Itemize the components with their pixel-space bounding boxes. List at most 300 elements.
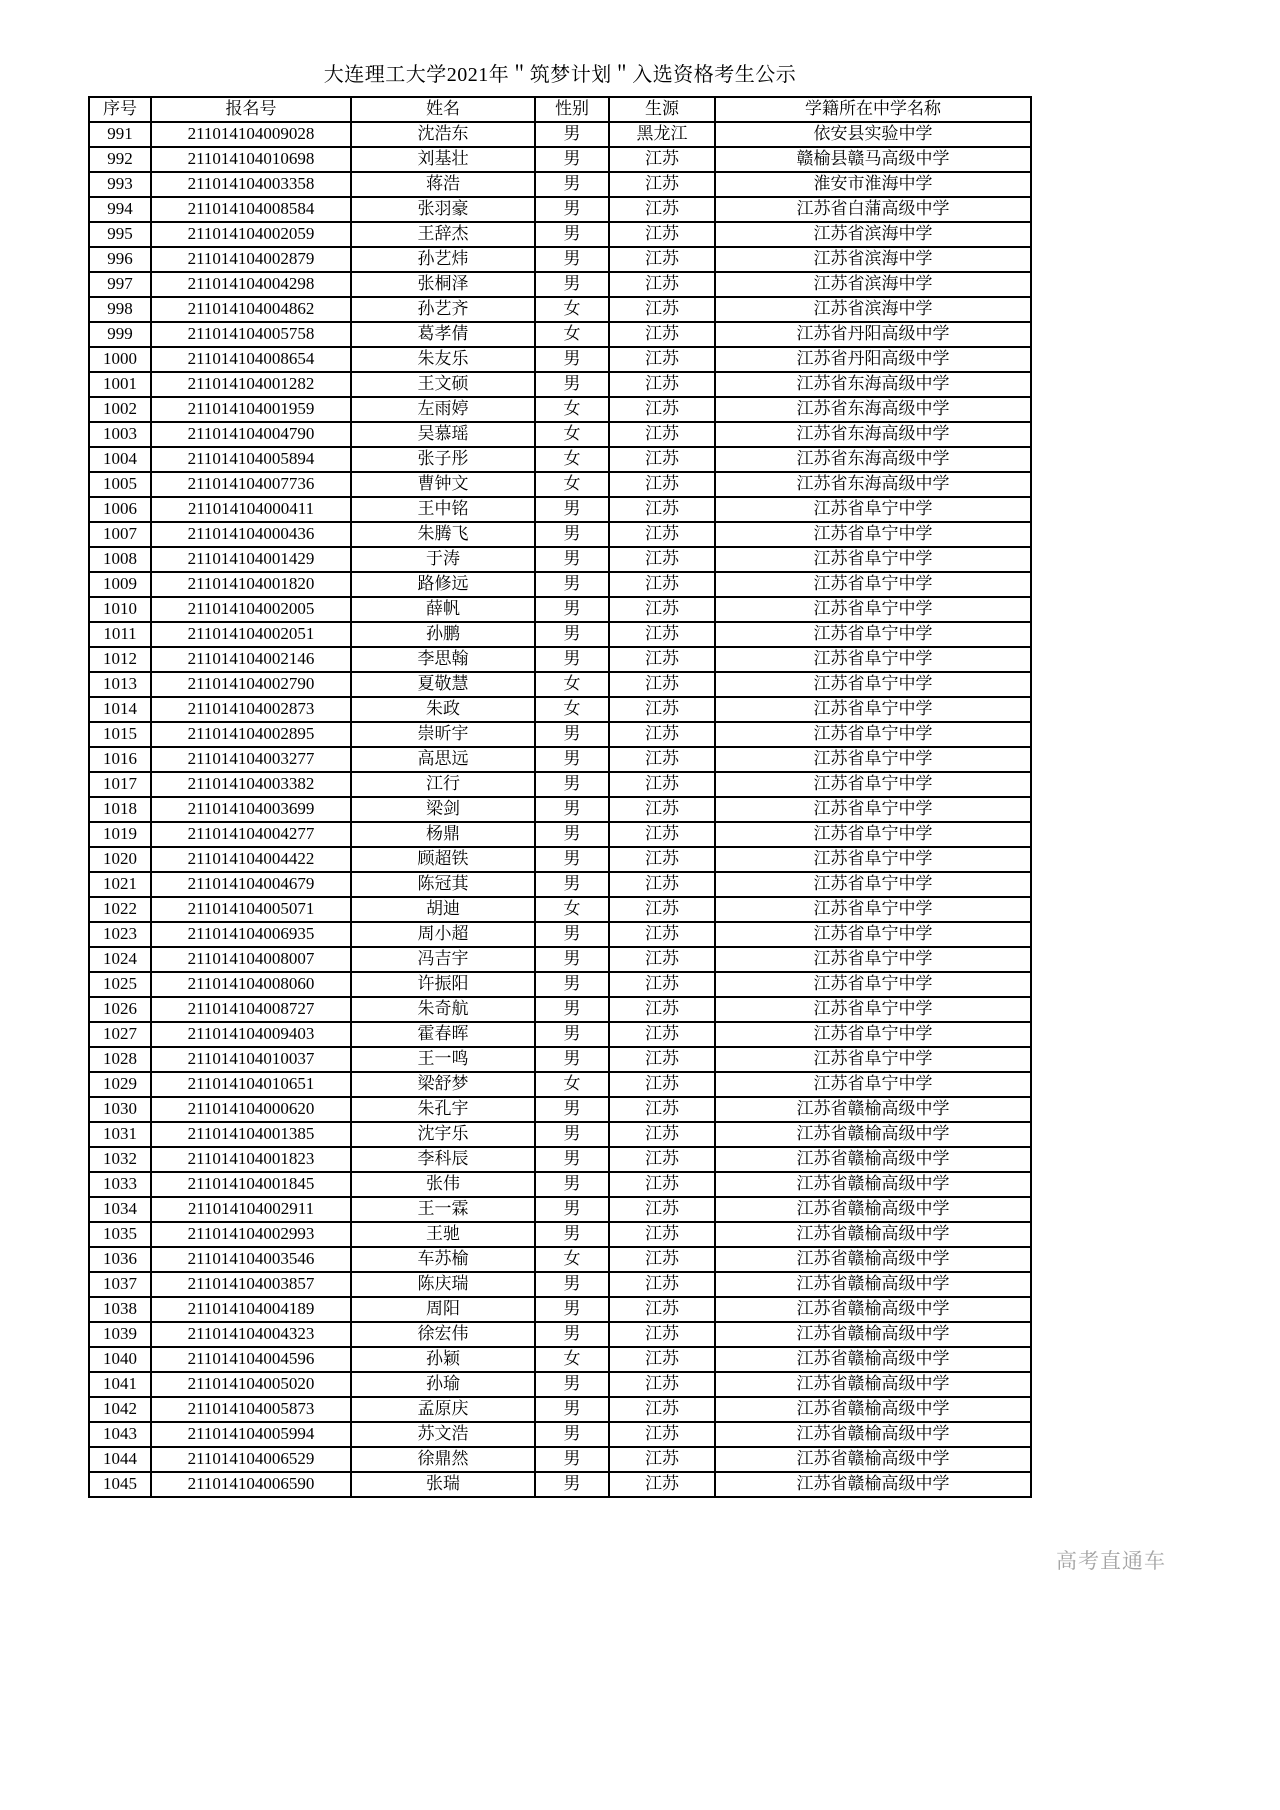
cell-gender: 男 xyxy=(535,147,609,172)
cell-school: 江苏省阜宁中学 xyxy=(715,947,1031,972)
cell-school: 江苏省阜宁中学 xyxy=(715,747,1031,772)
cell-index: 1034 xyxy=(89,1197,151,1222)
table-row xyxy=(89,447,1031,472)
cell-origin: 江苏 xyxy=(609,1447,715,1472)
table-row xyxy=(89,222,1031,247)
cell-registration-number: 211014104005873 xyxy=(151,1397,351,1422)
cell-index: 1039 xyxy=(89,1322,151,1347)
cell-gender: 男 xyxy=(535,1047,609,1072)
cell-registration-number: 211014104003546 xyxy=(151,1247,351,1272)
cell-registration-number: 211014104000411 xyxy=(151,497,351,522)
cell-name: 徐宏伟 xyxy=(351,1322,535,1347)
cell-gender: 男 xyxy=(535,1022,609,1047)
table-row xyxy=(89,872,1031,897)
cell-registration-number: 211014104008727 xyxy=(151,997,351,1022)
cell-gender: 女 xyxy=(535,1347,609,1372)
cell-school: 江苏省赣榆高级中学 xyxy=(715,1347,1031,1372)
cell-origin: 江苏 xyxy=(609,797,715,822)
cell-index: 1014 xyxy=(89,697,151,722)
cell-index: 1026 xyxy=(89,997,151,1022)
cell-registration-number: 211014104005020 xyxy=(151,1372,351,1397)
cell-gender: 男 xyxy=(535,1097,609,1122)
cell-name: 孙颖 xyxy=(351,1347,535,1372)
page-title: 大连理工大学2021年＂筑梦计划＂入选资格考生公示 xyxy=(323,64,797,86)
cell-name: 朱腾飞 xyxy=(351,522,535,547)
cell-name: 孙艺齐 xyxy=(351,297,535,322)
cell-registration-number: 211014104008654 xyxy=(151,347,351,372)
cell-registration-number: 211014104007736 xyxy=(151,472,351,497)
cell-origin: 江苏 xyxy=(609,1022,715,1047)
table-row xyxy=(89,997,1031,1022)
cell-school: 江苏省阜宁中学 xyxy=(715,847,1031,872)
cell-origin: 江苏 xyxy=(609,472,715,497)
cell-index: 1044 xyxy=(89,1447,151,1472)
cell-index: 1031 xyxy=(89,1122,151,1147)
cell-gender: 男 xyxy=(535,872,609,897)
cell-registration-number: 211014104005758 xyxy=(151,322,351,347)
cell-index: 1025 xyxy=(89,972,151,997)
table-header xyxy=(89,97,1031,122)
cell-registration-number: 211014104002790 xyxy=(151,672,351,697)
cell-school: 江苏省东海高级中学 xyxy=(715,397,1031,422)
table-row xyxy=(89,597,1031,622)
cell-school: 江苏省赣榆高级中学 xyxy=(715,1372,1031,1397)
cell-name: 张桐泽 xyxy=(351,272,535,297)
cell-school: 江苏省阜宁中学 xyxy=(715,897,1031,922)
cell-registration-number: 211014104002993 xyxy=(151,1222,351,1247)
cell-registration-number: 211014104009403 xyxy=(151,1022,351,1047)
cell-name: 苏文浩 xyxy=(351,1422,535,1447)
cell-index: 1000 xyxy=(89,347,151,372)
cell-registration-number: 211014104001385 xyxy=(151,1122,351,1147)
table-row xyxy=(89,172,1031,197)
table-row xyxy=(89,1397,1031,1422)
cell-registration-number: 211014104006590 xyxy=(151,1472,351,1497)
cell-school: 赣榆县赣马高级中学 xyxy=(715,147,1031,172)
cell-name: 江行 xyxy=(351,772,535,797)
cell-school: 江苏省阜宁中学 xyxy=(715,1047,1031,1072)
cell-origin: 江苏 xyxy=(609,947,715,972)
cell-origin: 江苏 xyxy=(609,722,715,747)
cell-registration-number: 211014104004790 xyxy=(151,422,351,447)
cell-registration-number: 211014104004422 xyxy=(151,847,351,872)
cell-school: 江苏省赣榆高级中学 xyxy=(715,1247,1031,1272)
cell-registration-number: 211014104009028 xyxy=(151,122,351,147)
cell-index: 1020 xyxy=(89,847,151,872)
cell-school: 江苏省赣榆高级中学 xyxy=(715,1222,1031,1247)
cell-registration-number: 211014104006529 xyxy=(151,1447,351,1472)
cell-origin: 江苏 xyxy=(609,897,715,922)
cell-name: 王文硕 xyxy=(351,372,535,397)
cell-origin: 江苏 xyxy=(609,222,715,247)
cell-name: 杨鼎 xyxy=(351,822,535,847)
cell-gender: 男 xyxy=(535,622,609,647)
cell-index: 996 xyxy=(89,247,151,272)
cell-gender: 男 xyxy=(535,1297,609,1322)
cell-name: 吴慕瑶 xyxy=(351,422,535,447)
cell-name: 张瑞 xyxy=(351,1472,535,1497)
cell-index: 1005 xyxy=(89,472,151,497)
cell-registration-number: 211014104004596 xyxy=(151,1347,351,1372)
cell-gender: 男 xyxy=(535,797,609,822)
header-row xyxy=(89,97,1031,122)
cell-gender: 男 xyxy=(535,197,609,222)
cell-registration-number: 211014104002879 xyxy=(151,247,351,272)
table-row xyxy=(89,1272,1031,1297)
cell-index: 1024 xyxy=(89,947,151,972)
cell-gender: 男 xyxy=(535,1222,609,1247)
table-row xyxy=(89,1322,1031,1347)
cell-index: 1021 xyxy=(89,872,151,897)
cell-index: 1027 xyxy=(89,1022,151,1047)
cell-gender: 男 xyxy=(535,122,609,147)
cell-name: 葛孝倩 xyxy=(351,322,535,347)
table-row xyxy=(89,1347,1031,1372)
cell-name: 张羽豪 xyxy=(351,197,535,222)
table-row xyxy=(89,547,1031,572)
cell-gender: 女 xyxy=(535,697,609,722)
cell-gender: 男 xyxy=(535,1122,609,1147)
cell-origin: 江苏 xyxy=(609,1297,715,1322)
cell-school: 江苏省阜宁中学 xyxy=(715,797,1031,822)
cell-index: 1040 xyxy=(89,1347,151,1372)
cell-index: 998 xyxy=(89,297,151,322)
cell-origin: 江苏 xyxy=(609,1422,715,1447)
cell-registration-number: 211014104003857 xyxy=(151,1272,351,1297)
cell-name: 霍春晖 xyxy=(351,1022,535,1047)
cell-origin: 江苏 xyxy=(609,197,715,222)
cell-school: 江苏省阜宁中学 xyxy=(715,1022,1031,1047)
table-row xyxy=(89,522,1031,547)
cell-school: 江苏省赣榆高级中学 xyxy=(715,1472,1031,1497)
cell-name: 沈宇乐 xyxy=(351,1122,535,1147)
cell-origin: 江苏 xyxy=(609,1172,715,1197)
cell-gender: 男 xyxy=(535,1172,609,1197)
table-row xyxy=(89,622,1031,647)
cell-name: 沈浩东 xyxy=(351,122,535,147)
table-row xyxy=(89,372,1031,397)
column-header: 报名号 xyxy=(151,97,351,122)
cell-gender: 女 xyxy=(535,897,609,922)
cell-name: 崇昕宇 xyxy=(351,722,535,747)
column-header: 序号 xyxy=(89,97,151,122)
cell-registration-number: 211014104008007 xyxy=(151,947,351,972)
table-row xyxy=(89,147,1031,172)
cell-gender: 男 xyxy=(535,822,609,847)
cell-school: 江苏省阜宁中学 xyxy=(715,672,1031,697)
table-row xyxy=(89,897,1031,922)
table-row xyxy=(89,322,1031,347)
cell-school: 江苏省阜宁中学 xyxy=(715,997,1031,1022)
cell-registration-number: 211014104010698 xyxy=(151,147,351,172)
cell-school: 江苏省阜宁中学 xyxy=(715,922,1031,947)
cell-gender: 男 xyxy=(535,847,609,872)
cell-registration-number: 211014104003358 xyxy=(151,172,351,197)
cell-index: 997 xyxy=(89,272,151,297)
cell-index: 1037 xyxy=(89,1272,151,1297)
cell-gender: 男 xyxy=(535,1197,609,1222)
cell-name: 张伟 xyxy=(351,1172,535,1197)
column-header: 性别 xyxy=(535,97,609,122)
cell-school: 江苏省赣榆高级中学 xyxy=(715,1397,1031,1422)
table-row xyxy=(89,1447,1031,1472)
cell-registration-number: 211014104010651 xyxy=(151,1072,351,1097)
cell-origin: 江苏 xyxy=(609,622,715,647)
cell-name: 王驰 xyxy=(351,1222,535,1247)
cell-index: 1004 xyxy=(89,447,151,472)
cell-gender: 男 xyxy=(535,247,609,272)
cell-gender: 男 xyxy=(535,1272,609,1297)
cell-origin: 江苏 xyxy=(609,772,715,797)
table-row xyxy=(89,297,1031,322)
cell-school: 江苏省赣榆高级中学 xyxy=(715,1297,1031,1322)
column-header: 姓名 xyxy=(351,97,535,122)
cell-gender: 男 xyxy=(535,1472,609,1497)
cell-school: 淮安市淮海中学 xyxy=(715,172,1031,197)
table-row xyxy=(89,847,1031,872)
cell-origin: 江苏 xyxy=(609,1147,715,1172)
table-row xyxy=(89,1197,1031,1222)
cell-registration-number: 211014104008060 xyxy=(151,972,351,997)
cell-gender: 男 xyxy=(535,597,609,622)
cell-gender: 男 xyxy=(535,1397,609,1422)
cell-school: 江苏省阜宁中学 xyxy=(715,522,1031,547)
cell-school: 江苏省东海高级中学 xyxy=(715,447,1031,472)
table-row xyxy=(89,1247,1031,1272)
cell-registration-number: 211014104005994 xyxy=(151,1422,351,1447)
table-row xyxy=(89,1472,1031,1497)
cell-gender: 男 xyxy=(535,272,609,297)
cell-school: 江苏省阜宁中学 xyxy=(715,547,1031,572)
cell-registration-number: 211014104003699 xyxy=(151,797,351,822)
cell-name: 许振阳 xyxy=(351,972,535,997)
cell-school: 江苏省滨海中学 xyxy=(715,272,1031,297)
cell-index: 994 xyxy=(89,197,151,222)
cell-registration-number: 211014104000620 xyxy=(151,1097,351,1122)
cell-registration-number: 211014104002873 xyxy=(151,697,351,722)
cell-origin: 江苏 xyxy=(609,872,715,897)
cell-gender: 男 xyxy=(535,972,609,997)
cell-origin: 江苏 xyxy=(609,922,715,947)
cell-origin: 江苏 xyxy=(609,1397,715,1422)
cell-school: 江苏省赣榆高级中学 xyxy=(715,1097,1031,1122)
cell-origin: 江苏 xyxy=(609,1247,715,1272)
cell-origin: 江苏 xyxy=(609,972,715,997)
cell-name: 于涛 xyxy=(351,547,535,572)
cell-index: 995 xyxy=(89,222,151,247)
cell-registration-number: 211014104004189 xyxy=(151,1297,351,1322)
cell-gender: 男 xyxy=(535,547,609,572)
cell-origin: 江苏 xyxy=(609,147,715,172)
cell-origin: 江苏 xyxy=(609,447,715,472)
cell-origin: 江苏 xyxy=(609,847,715,872)
cell-name: 李思翰 xyxy=(351,647,535,672)
cell-origin: 江苏 xyxy=(609,372,715,397)
cell-registration-number: 211014104002059 xyxy=(151,222,351,247)
cell-school: 江苏省丹阳高级中学 xyxy=(715,347,1031,372)
cell-school: 江苏省阜宁中学 xyxy=(715,497,1031,522)
cell-origin: 江苏 xyxy=(609,1072,715,1097)
cell-index: 1035 xyxy=(89,1222,151,1247)
cell-index: 1006 xyxy=(89,497,151,522)
table-row xyxy=(89,647,1031,672)
cell-name: 孙鹏 xyxy=(351,622,535,647)
cell-gender: 女 xyxy=(535,1072,609,1097)
cell-registration-number: 211014104004298 xyxy=(151,272,351,297)
cell-origin: 江苏 xyxy=(609,597,715,622)
cell-index: 1001 xyxy=(89,372,151,397)
cell-school: 江苏省阜宁中学 xyxy=(715,622,1031,647)
cell-name: 冯吉宇 xyxy=(351,947,535,972)
cell-registration-number: 211014104008584 xyxy=(151,197,351,222)
cell-origin: 江苏 xyxy=(609,1047,715,1072)
cell-registration-number: 211014104001429 xyxy=(151,547,351,572)
cell-registration-number: 211014104004862 xyxy=(151,297,351,322)
cell-origin: 江苏 xyxy=(609,747,715,772)
table-row xyxy=(89,122,1031,147)
cell-origin: 江苏 xyxy=(609,1122,715,1147)
table-row xyxy=(89,397,1031,422)
watermark: 高考直通车 xyxy=(1056,1549,1166,1573)
cell-registration-number: 211014104002895 xyxy=(151,722,351,747)
cell-registration-number: 211014104001820 xyxy=(151,572,351,597)
cell-gender: 女 xyxy=(535,297,609,322)
table-row xyxy=(89,697,1031,722)
cell-name: 朱友乐 xyxy=(351,347,535,372)
table-row xyxy=(89,1372,1031,1397)
cell-name: 高思远 xyxy=(351,747,535,772)
cell-gender: 男 xyxy=(535,1322,609,1347)
cell-name: 王辞杰 xyxy=(351,222,535,247)
cell-school: 依安县实验中学 xyxy=(715,122,1031,147)
cell-origin: 江苏 xyxy=(609,547,715,572)
cell-gender: 男 xyxy=(535,722,609,747)
cell-name: 陈庆瑞 xyxy=(351,1272,535,1297)
cell-index: 1030 xyxy=(89,1097,151,1122)
cell-origin: 江苏 xyxy=(609,522,715,547)
cell-school: 江苏省丹阳高级中学 xyxy=(715,322,1031,347)
cell-gender: 女 xyxy=(535,322,609,347)
cell-name: 周小超 xyxy=(351,922,535,947)
cell-name: 顾超铁 xyxy=(351,847,535,872)
cell-origin: 江苏 xyxy=(609,672,715,697)
cell-origin: 江苏 xyxy=(609,1222,715,1247)
cell-index: 1016 xyxy=(89,747,151,772)
cell-school: 江苏省阜宁中学 xyxy=(715,1072,1031,1097)
cell-name: 周阳 xyxy=(351,1297,535,1322)
cell-name: 梁舒梦 xyxy=(351,1072,535,1097)
cell-origin: 江苏 xyxy=(609,1322,715,1347)
cell-index: 999 xyxy=(89,322,151,347)
cell-index: 1022 xyxy=(89,897,151,922)
cell-index: 1041 xyxy=(89,1372,151,1397)
cell-name: 夏敬慧 xyxy=(351,672,535,697)
cell-school: 江苏省阜宁中学 xyxy=(715,572,1031,597)
cell-registration-number: 211014104002051 xyxy=(151,622,351,647)
cell-origin: 江苏 xyxy=(609,322,715,347)
cell-registration-number: 211014104001282 xyxy=(151,372,351,397)
cell-name: 陈冠萁 xyxy=(351,872,535,897)
cell-school: 江苏省赣榆高级中学 xyxy=(715,1147,1031,1172)
table-row xyxy=(89,672,1031,697)
column-header: 生源 xyxy=(609,97,715,122)
table-row xyxy=(89,772,1031,797)
cell-origin: 江苏 xyxy=(609,1197,715,1222)
cell-origin: 江苏 xyxy=(609,1372,715,1397)
cell-school: 江苏省赣榆高级中学 xyxy=(715,1322,1031,1347)
cell-registration-number: 211014104005071 xyxy=(151,897,351,922)
cell-origin: 江苏 xyxy=(609,497,715,522)
cell-school: 江苏省赣榆高级中学 xyxy=(715,1272,1031,1297)
cell-index: 1045 xyxy=(89,1472,151,1497)
cell-origin: 江苏 xyxy=(609,297,715,322)
table-row xyxy=(89,497,1031,522)
table-row xyxy=(89,422,1031,447)
cell-gender: 男 xyxy=(535,1147,609,1172)
cell-index: 992 xyxy=(89,147,151,172)
table-body xyxy=(89,122,1031,1497)
table-row xyxy=(89,1172,1031,1197)
cell-name: 车苏榆 xyxy=(351,1247,535,1272)
cell-gender: 男 xyxy=(535,572,609,597)
cell-index: 1012 xyxy=(89,647,151,672)
cell-school: 江苏省阜宁中学 xyxy=(715,772,1031,797)
cell-origin: 江苏 xyxy=(609,272,715,297)
cell-registration-number: 211014104002911 xyxy=(151,1197,351,1222)
cell-origin: 江苏 xyxy=(609,172,715,197)
cell-name: 孙瑜 xyxy=(351,1372,535,1397)
cell-gender: 男 xyxy=(535,172,609,197)
cell-gender: 男 xyxy=(535,772,609,797)
table-row xyxy=(89,922,1031,947)
table-row xyxy=(89,947,1031,972)
cell-gender: 男 xyxy=(535,997,609,1022)
cell-index: 1015 xyxy=(89,722,151,747)
cell-gender: 男 xyxy=(535,1422,609,1447)
cell-index: 1043 xyxy=(89,1422,151,1447)
cell-gender: 男 xyxy=(535,522,609,547)
cell-name: 蒋浩 xyxy=(351,172,535,197)
cell-index: 1038 xyxy=(89,1297,151,1322)
cell-name: 梁剑 xyxy=(351,797,535,822)
cell-registration-number: 211014104004323 xyxy=(151,1322,351,1347)
table-row xyxy=(89,272,1031,297)
cell-name: 王一鸣 xyxy=(351,1047,535,1072)
cell-index: 1018 xyxy=(89,797,151,822)
cell-origin: 江苏 xyxy=(609,997,715,1022)
table-row xyxy=(89,1422,1031,1447)
cell-origin: 江苏 xyxy=(609,397,715,422)
cell-origin: 江苏 xyxy=(609,572,715,597)
table-row xyxy=(89,247,1031,272)
cell-origin: 江苏 xyxy=(609,647,715,672)
cell-registration-number: 211014104004277 xyxy=(151,822,351,847)
cell-registration-number: 211014104001845 xyxy=(151,1172,351,1197)
cell-school: 江苏省东海高级中学 xyxy=(715,422,1031,447)
cell-registration-number: 211014104003382 xyxy=(151,772,351,797)
table-row xyxy=(89,1297,1031,1322)
table-row xyxy=(89,1097,1031,1122)
cell-index: 1011 xyxy=(89,622,151,647)
cell-origin: 江苏 xyxy=(609,1097,715,1122)
cell-school: 江苏省东海高级中学 xyxy=(715,472,1031,497)
cell-name: 刘基壮 xyxy=(351,147,535,172)
candidate-table xyxy=(88,96,1032,1498)
cell-gender: 女 xyxy=(535,397,609,422)
cell-index: 1036 xyxy=(89,1247,151,1272)
cell-gender: 男 xyxy=(535,497,609,522)
cell-name: 王中铭 xyxy=(351,497,535,522)
